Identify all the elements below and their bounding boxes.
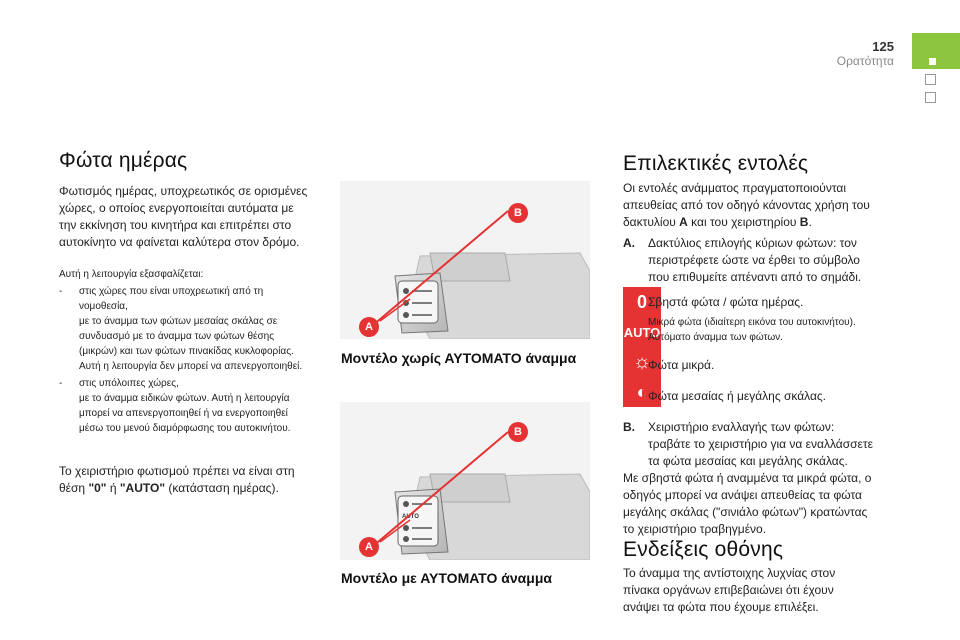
icon-desc-headlights: Φώτα μεσαίας ή μεγάλης σκάλας. <box>648 389 827 403</box>
svg-text:AUTO: AUTO <box>402 514 419 520</box>
section-title: Ορατότητα <box>836 54 894 68</box>
tab-marker-icon <box>929 58 936 65</box>
zero-icon: 0 <box>636 291 647 312</box>
stalk-illustration-no-auto <box>340 181 590 339</box>
label-b-badge: B <box>508 422 528 442</box>
selective-controls-intro: Οι εντολές ανάμματος πραγματοποιούνται απευθείας από τον οδηγό κάνοντας χρήση του δακτυλίου A και του χειριστηρίου B. <box>623 181 870 229</box>
auto-icon: AUTO <box>623 324 661 340</box>
stalk-illustration-auto <box>340 402 590 560</box>
page-number: 125 <box>872 39 894 54</box>
figure-caption-auto: Μοντέλο με ΑΥΤΟΜΑΤΟ άναμμα <box>341 570 552 586</box>
light-stalk-icon <box>340 402 590 560</box>
icon-desc-off: Σβηστά φώτα / φώτα ημέρας. <box>648 295 804 309</box>
item-b: B. Χειριστήριο εναλλαγής των φώτων: τραβάτε το χειριστήριο για να εναλλάσσετε τα φώτα μεσαίας και μεγάλης σκάλας. <box>623 420 873 468</box>
label-a-badge: A <box>359 537 379 557</box>
list-item: - στις χώρες που είναι υποχρεωτική από τη νομοθεσία, με το άναμμα των φώτων μεσαίας σκάλας σε συνδυασμό με το άναμμα των φώτων θέσης (μικρών) και των φώτων πινακίδας κυκλοφορίας. Αυτή η λειτουργία δεν μπορεί να απενεργοποιηθεί. <box>59 286 303 372</box>
daytime-lights-intro: Φωτισμός ημέρας, υποχρεωτικός σε ορισμένες χώρες, ο οποίος ενεργοποιείται αυτόματα με την εκκίνηση του κινητήρα και επιτρέπει στο αυτοκίνητο να φαίνεται καλύτερα στον δρόμο. <box>59 184 308 249</box>
label-a-badge: A <box>359 317 379 337</box>
tab-box-icon <box>925 92 936 103</box>
item-a: A. Δακτύλιος επιλογής κύριων φώτων: τον περιστρέφετε ώστε να έρθει το σύμβολο που επιθυμείτε απέναντι από το σημάδι. <box>623 236 862 284</box>
display-indicators-title: Ενδείξεις οθόνης <box>623 538 784 561</box>
function-list: Αυτή η λειτουργία εξασφαλίζεται: - στις χώρες που είναι υποχρεωτική από τη νομοθεσία, με το άναμμα των φώτων μεσαίας σκάλας σε συνδυασμό με το άναμμα των φώτων θέσης (μικρών) και των φώτων πινακίδας κυκλοφορίας. Αυτή η λειτουργία δεν μπορεί να απενεργοποιηθεί. - στις υπόλοιπες χώρες, με το άναμμα ειδικών φώτων. Αυτή η λειτουργία μπορεί να απενεργοποιηθεί ή να ενεργοποιηθεί μέσω του μενού διαμόρφωσης του αυτοκινήτου. <box>59 267 329 436</box>
icon-desc-sidelights: Φώτα μικρά. <box>648 358 715 372</box>
figure-caption-no-auto: Μοντέλο χωρίς ΑΥΤΟΜΑΤΟ άναμμα <box>341 350 577 366</box>
label-b-badge: B <box>508 203 528 223</box>
display-indicators-text: Το άναμμα της αντίστοιχης λυχνίας στον πίνακα οργάνων επιβεβαιώνει ότι έχουν ανάψει τα φώτα που έχουμε επιλέξει. <box>623 566 836 614</box>
list-item: - στις υπόλοιπες χώρες, με το άναμμα ειδικών φώτων. Αυτή η λειτουργία μπορεί να απενεργοποιηθεί ή να ενεργοποιηθεί μέσω του μενού διαμόρφωσης του αυτοκινήτου. <box>59 378 291 434</box>
tab-box-icon <box>925 74 936 85</box>
daytime-lights-closing: Το χειριστήριο φωτισμού πρέπει να είναι στη θέση "0" ή "AUTO" (κατάσταση ημέρας). <box>59 464 295 495</box>
light-stalk-icon <box>340 181 590 339</box>
daytime-lights-title: Φώτα ημέρας <box>59 149 188 172</box>
sidelights-icon: ☼ <box>632 350 652 373</box>
selective-controls-title: Επιλεκτικές εντολές <box>623 152 809 175</box>
headlights-icon: ◐ <box>636 381 648 402</box>
icon-desc-auto: Μικρά φώτα (ιδιαίτερη εικόνα του αυτοκινήτου). Αυτόματο άναμμα των φώτων. <box>648 317 856 343</box>
section-tab <box>912 33 960 69</box>
flash-description: Με σβηστά φώτα ή αναμμένα τα μικρά φώτα, ο οδηγός μπορεί να ανάψει απευθείας τα φώτα μεγάλης σκάλας ("σινιάλο φώτων") κρατώντας το χειριστήριο τραβηγμένο. <box>623 471 872 536</box>
